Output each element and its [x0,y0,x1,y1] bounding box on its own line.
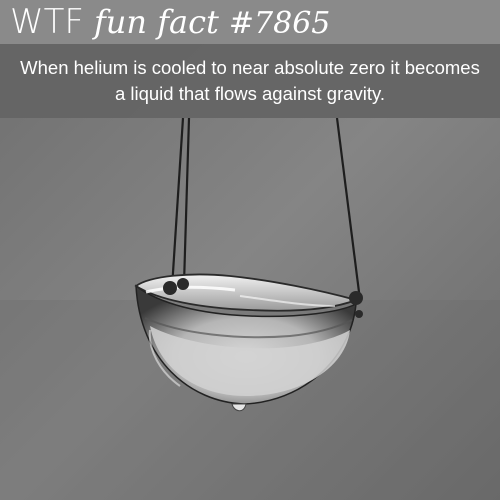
fact-caption: When helium is cooled to near absolute zero it becomes a liquid that flows against gravity. [0,44,500,118]
brand-title [10,2,330,42]
header-bar [0,0,500,44]
brand-fun-fact: fun fact [93,3,219,41]
fact-number: #7865 [228,6,331,41]
brand-wtf: WTF [10,2,84,42]
